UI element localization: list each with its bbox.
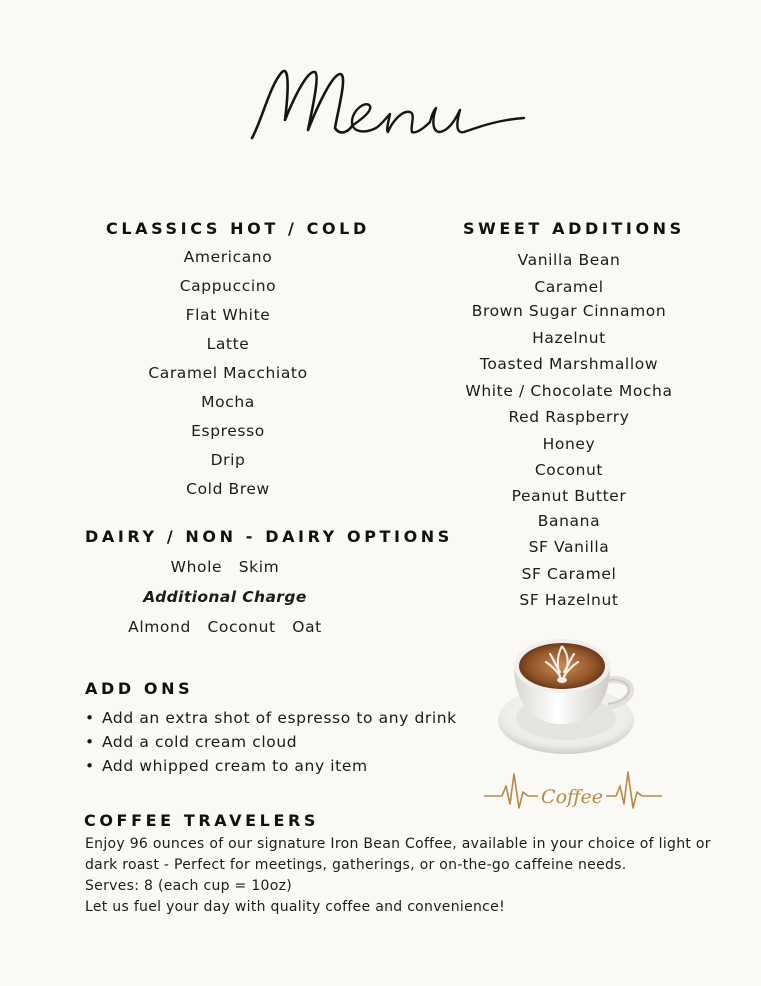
bullet-icon: •: [85, 733, 95, 751]
travelers-line: dark roast - Perfect for meetings, gatherings, or on-the-go caffeine needs.: [85, 857, 627, 873]
list-item: Vanilla Bean: [517, 251, 621, 269]
classics-heading: CLASSICS HOT / COLD: [106, 219, 370, 238]
coffee-heartbeat-logo: [482, 768, 664, 814]
bullet-icon: •: [85, 757, 95, 775]
dairy-included: Whole Skim: [170, 558, 280, 576]
travelers-line: Enjoy 96 ounces of our signature Iron Bean Coffee, available in your choice of light or: [85, 836, 711, 852]
dairy-heading: DAIRY / NON - DAIRY OPTIONS: [85, 527, 453, 546]
travelers-heading: COFFEE TRAVELERS: [84, 811, 320, 830]
list-item: Flat White: [185, 306, 271, 324]
travelers-line: Serves: 8 (each cup = 10oz): [85, 878, 293, 894]
list-item: SF Vanilla: [528, 538, 610, 556]
list-item: Drip: [210, 451, 246, 469]
list-item: Brown Sugar Cinnamon: [471, 302, 667, 320]
list-item: Cappuccino: [179, 277, 277, 295]
bullet-icon: •: [85, 709, 95, 727]
list-item: White / Chocolate Mocha: [465, 382, 673, 400]
list-item: Toasted Marshmallow: [479, 355, 659, 373]
menu-title-script: [240, 60, 540, 150]
list-item: Banana: [537, 512, 601, 530]
list-item: SF Hazelnut: [519, 591, 619, 609]
list-item: Espresso: [191, 422, 265, 440]
coffee-logo-text: Coffee: [541, 786, 603, 808]
list-item: Hazelnut: [532, 329, 606, 347]
list-item: Mocha: [201, 393, 255, 411]
list-item: Americano: [183, 248, 273, 266]
list-item: Latte: [206, 335, 250, 353]
addons-heading: ADD ONS: [85, 679, 194, 698]
list-item: SF Caramel: [521, 565, 617, 583]
dairy-charged: Almond Coconut Oat: [128, 618, 322, 636]
travelers-line: Let us fuel your day with quality coffee and convenience!: [85, 899, 505, 915]
list-item: Honey: [542, 435, 596, 453]
sweet-heading: SWEET ADDITIONS: [463, 219, 685, 238]
dairy-charge-label: Additional Charge: [143, 588, 307, 606]
list-item: Coconut: [534, 461, 604, 479]
list-item: Caramel: [534, 278, 604, 296]
coffee-cup-image: [496, 636, 646, 760]
list-item: Caramel Macchiato: [148, 364, 308, 382]
list-item: Cold Brew: [186, 480, 270, 498]
list-item: Red Raspberry: [508, 408, 630, 426]
list-item: Peanut Butter: [511, 487, 627, 505]
